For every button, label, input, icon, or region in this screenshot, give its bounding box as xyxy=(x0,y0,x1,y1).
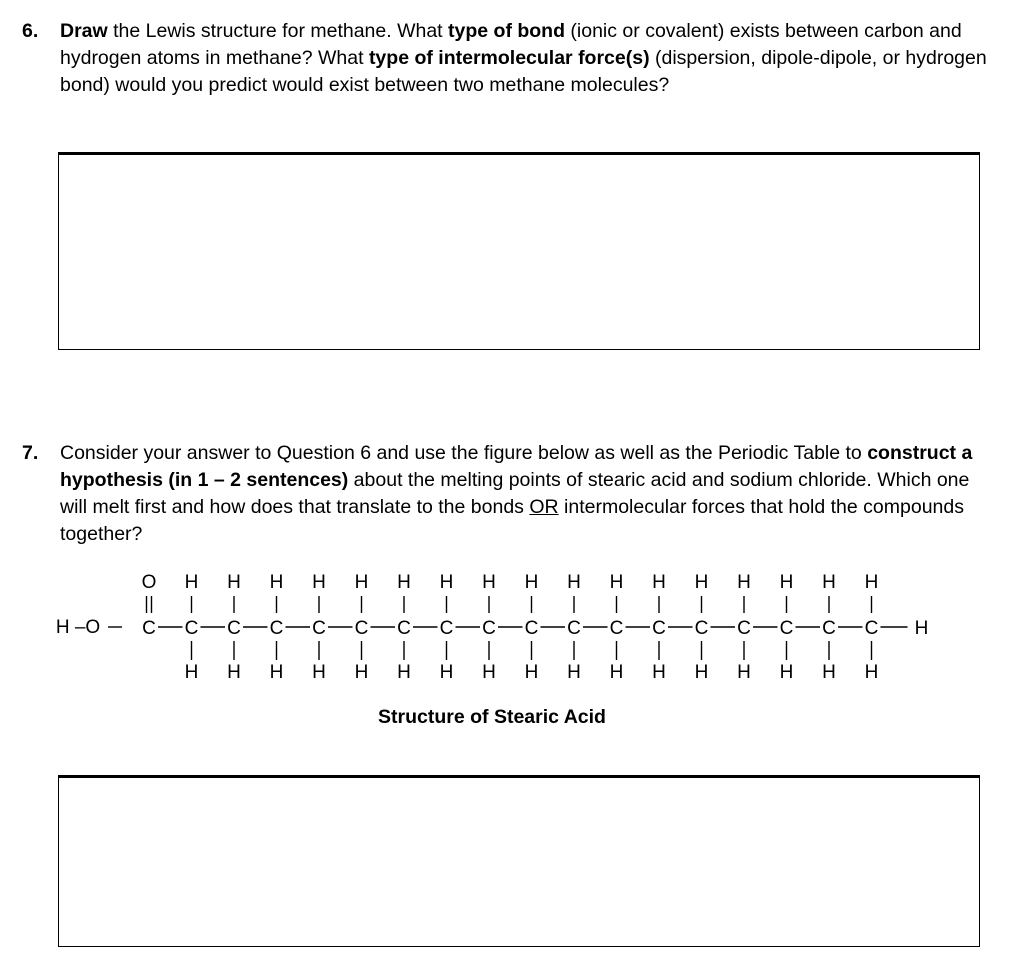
hydrogen-atom: H xyxy=(312,662,326,683)
question-6 xyxy=(22,18,992,99)
hydrogen-atom: H xyxy=(737,572,751,593)
hydrogen-atom: H xyxy=(694,662,709,683)
text-segment: intermolecular forces that hold the compounds together? xyxy=(60,496,964,545)
hydrogen-atom: H xyxy=(864,572,879,593)
carbon-atom: C xyxy=(439,618,454,639)
hydrogen-atom: H xyxy=(354,662,369,683)
carbon-atom: C xyxy=(184,618,199,639)
carbon-atom: C xyxy=(652,618,666,639)
hydrogen-atom: H xyxy=(914,618,929,639)
hydrogen-atom: H xyxy=(269,662,284,683)
hydrogen-atom: H xyxy=(524,662,539,683)
hydrogen-atom: H xyxy=(609,572,624,593)
text-segment: the Lewis structure for methane. What xyxy=(107,20,449,42)
hydrogen-atom: H xyxy=(227,572,241,593)
carbon-atom: C xyxy=(737,618,751,639)
answer-box-question-6[interactable] xyxy=(58,152,980,350)
question-number: 7. xyxy=(22,442,39,464)
carbon-atom: C xyxy=(864,618,879,639)
hydrogen-atom: H xyxy=(482,572,496,593)
carbon-atom: C xyxy=(312,618,326,639)
emphasis-type-of-bond: type of bond xyxy=(448,20,565,42)
question-text xyxy=(60,440,992,548)
hydrogen-atom: H xyxy=(567,662,581,683)
hydrogen-atom: H xyxy=(652,572,666,593)
carbon-atom: C xyxy=(694,618,709,639)
hydrogen-atom: H xyxy=(397,662,411,683)
underlined-or: OR xyxy=(529,496,559,518)
hydrogen-atom: H xyxy=(184,662,199,683)
emphasis-draw: Draw xyxy=(60,20,108,42)
hydrogen-atom: H xyxy=(694,572,709,593)
carbon-atom: C xyxy=(609,618,624,639)
hydroxyl-group-label: H –O xyxy=(55,617,101,638)
hydrogen-atom: H xyxy=(524,572,539,593)
hydrogen-atom: H xyxy=(439,572,454,593)
hydrogen-atom: H xyxy=(822,572,836,593)
hydrogen-atom: H xyxy=(397,572,411,593)
carbon-atom: C xyxy=(779,618,794,639)
carbon-atom: C xyxy=(269,618,284,639)
hydrogen-atom: H xyxy=(269,572,284,593)
carbon-atom: C xyxy=(397,618,411,639)
hydrogen-atom: H xyxy=(822,662,836,683)
question-text xyxy=(60,18,992,99)
hydrogen-atom: H xyxy=(779,662,794,683)
carbon-atom: C xyxy=(142,618,156,639)
carbon-atom: C xyxy=(822,618,836,639)
hydrogen-atom: H xyxy=(567,572,581,593)
carbon-atom: C xyxy=(354,618,369,639)
carbon-atom: C xyxy=(227,618,241,639)
hydrogen-atom: H xyxy=(184,572,199,593)
answer-box-question-7[interactable] xyxy=(58,775,980,947)
text-segment: (dispersion, dipole-dipole, or hydrogen bond) would you predict would exist between two methane molecules? xyxy=(60,47,987,96)
text-segment: about the melting points of stearic acid and sodium chloride. Which one will melt first and how does that translate to the bonds xyxy=(60,469,970,518)
carbon-atom: C xyxy=(567,618,581,639)
emphasis-intermolecular-forces: type of intermolecular force(s) xyxy=(368,47,650,69)
hydrogen-atom: H xyxy=(779,572,794,593)
hydrogen-atom: H xyxy=(312,572,326,593)
hydrogen-atom: H xyxy=(354,572,369,593)
emphasis-construct-hypothesis: construct a hypothesis (in 1 – 2 sentences) xyxy=(60,442,973,491)
question-number: 6. xyxy=(22,20,39,42)
hydrogen-atom: H xyxy=(482,662,496,683)
text-segment: Consider your answer to Question 6 and use the figure below as well as the Periodic Table to xyxy=(60,442,868,464)
hydrogen-atom: H xyxy=(737,662,751,683)
carbon-atom: C xyxy=(482,618,496,639)
hydrogen-atom: H xyxy=(864,662,879,683)
hydrogen-atom: H xyxy=(439,662,454,683)
text-segment: (ionic or covalent) exists between carbon and hydrogen atoms in methane? What xyxy=(60,20,962,69)
hydrogen-atom: H xyxy=(227,662,241,683)
oxygen-atom: O xyxy=(141,572,157,593)
question-7 xyxy=(22,440,992,548)
figure-caption: Structure of Stearic Acid xyxy=(378,706,606,728)
carbon-atom: C xyxy=(524,618,539,639)
hydrogen-atom: H xyxy=(652,662,666,683)
hydrogen-atom: H xyxy=(609,662,624,683)
stearic-acid-structure xyxy=(0,560,984,690)
